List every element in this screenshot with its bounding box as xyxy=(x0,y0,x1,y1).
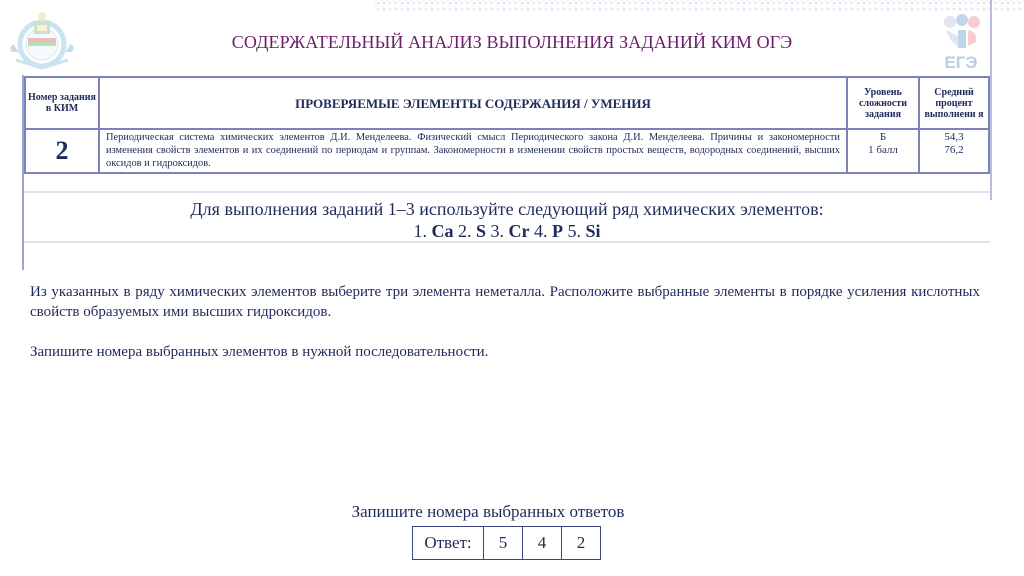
element-number: 5. xyxy=(567,221,581,241)
header-average-percent: Средний процент выполнени я xyxy=(919,77,989,129)
percent-value-1: 54,3 xyxy=(944,131,964,143)
answer-caption: Запишите номера выбранных ответов xyxy=(351,502,625,521)
element-symbol: P xyxy=(552,221,563,241)
kim-analysis-table xyxy=(24,76,990,174)
decorative-top-pattern xyxy=(375,0,1024,12)
answer-table xyxy=(412,526,601,560)
question-text xyxy=(30,282,980,382)
svg-text:ЕГЭ: ЕГЭ xyxy=(944,53,978,70)
header-difficulty-level: Уровень сложности задания xyxy=(847,77,919,129)
element-symbol: Cr xyxy=(508,221,530,241)
task-description: Периодическая система химических элементов Д.И. Менделеева. Физический смысл Периодического закона Д.И. Менделеева. Причины и закономерности изменения свойств элементов и их соединений по периодам и группам. Закономерности в изменении свойств простых веществ, водородных соединений, высших оксидов и гидроксидов. xyxy=(99,129,847,173)
average-percent xyxy=(919,129,989,173)
percent-value-2: 76,2 xyxy=(944,144,964,156)
element-symbol: Si xyxy=(585,221,601,241)
answer-cell[interactable]: 4 xyxy=(523,527,562,560)
element-number: 2. xyxy=(457,221,472,241)
header-task-number: Номер задания в КИМ xyxy=(25,77,99,129)
element-number: 3. xyxy=(490,221,504,241)
answer-label: Ответ: xyxy=(413,527,484,560)
element-list xyxy=(24,220,990,242)
answer-cell[interactable]: 5 xyxy=(484,527,523,560)
instruction-text: Для выполнения заданий 1–3 используйте следующий ряд химических элементов: xyxy=(190,199,824,219)
element-symbol: Ca xyxy=(431,221,454,241)
answer-cell[interactable]: 2 xyxy=(562,527,601,560)
table-header-row xyxy=(25,77,989,129)
element-number: 1. xyxy=(413,221,427,241)
element-number: 4. xyxy=(534,221,548,241)
question-paragraph: Из указанных в ряду химических элементов выберите три элемента неметалла. Расположите выбранные элементы в порядке усиления кислотных свойств образуемых ими высших гидроксидов. xyxy=(30,284,980,320)
task-number: 2 xyxy=(25,129,99,173)
element-symbol: S xyxy=(475,221,486,241)
instruction-box xyxy=(24,191,990,243)
decorative-right-line xyxy=(990,0,992,200)
difficulty-level xyxy=(847,129,919,173)
level-code: Б xyxy=(879,131,887,143)
header-content-elements: ПРОВЕРЯЕМЫЕ ЭЛЕМЕНТЫ СОДЕРЖАНИЯ / УМЕНИЯ xyxy=(99,77,847,129)
table-row xyxy=(25,129,989,173)
page-title: СОДЕРЖАТЕЛЬНЫЙ АНАЛИЗ ВЫПОЛНЕНИЯ ЗАДАНИЙ КИМ ОГЭ xyxy=(231,32,793,52)
level-points: 1 балл xyxy=(868,144,898,156)
question-paragraph: Запишите номера выбранных элементов в нужной последовательности. xyxy=(30,344,489,360)
